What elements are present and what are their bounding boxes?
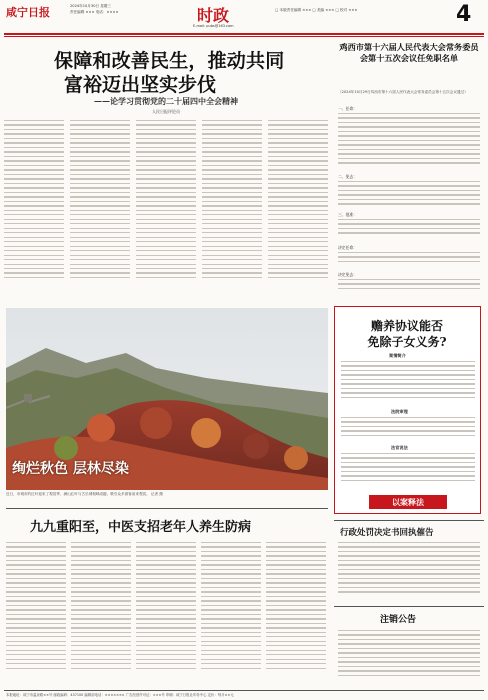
lead-body-col-3 <box>136 120 196 300</box>
feature-court-text <box>341 417 475 442</box>
lead-body-col-5 <box>268 120 328 300</box>
photo-headline: 绚烂秋色 层林尽染 <box>12 461 129 477</box>
feature-tag-judge: 法官说法 <box>391 445 408 450</box>
meeting-section-2: 二、免去： <box>338 174 357 179</box>
feature-footer-banner <box>369 495 447 509</box>
feature-tag-case: 案情简介 <box>389 353 406 358</box>
masthead-rule-thin <box>4 36 484 37</box>
lead-body-col-2 <box>70 120 130 300</box>
lead-article <box>4 40 329 305</box>
footer-text: 本报地址：咸宁市温泉路××号 邮政编码：437100 编辑部电话：××××××× 广告经营许可证：×××号 印刷：咸宁日报社印务中心 定价：每月××元 <box>6 693 234 697</box>
bottom-article <box>6 508 328 688</box>
meeting-section-5: 决定免去： <box>338 272 357 277</box>
meeting-list-2 <box>338 181 480 211</box>
photo-caption <box>6 492 328 504</box>
bottom-col-2 <box>71 542 131 687</box>
notice-admin-body <box>338 542 480 602</box>
meeting-notice-intro: （2024年10月29日鸡西市第十六届人民代表大会常务委员会第十五次会议通过） <box>338 90 468 94</box>
notice-admin-title: 行政处罚决定书回执催告 <box>340 528 434 538</box>
lead-title-line1: 保障和改善民生，推动共同 <box>54 50 285 72</box>
bottom-rule <box>6 508 328 509</box>
meeting-list-4 <box>338 252 480 272</box>
editor-info: □ 本版责任编辑 ××× □ 美编 ××× □ 校对 ××× <box>275 8 358 12</box>
section-email: E-mail: pubs@163.com <box>193 24 234 28</box>
lead-byline: 人民日报评论员 <box>152 109 180 114</box>
lead-title-line2: 富裕迈出坚实步伐 <box>64 74 217 96</box>
feature-box <box>334 306 481 514</box>
autumn-photo <box>6 308 328 490</box>
bottom-col-5 <box>266 542 326 687</box>
page-footer <box>4 690 484 700</box>
feature-case-text <box>341 361 475 406</box>
notice-cancel-body <box>338 630 480 686</box>
meeting-notice-title: 鸡西市第十六届人民代表大会常务委员会第十五次会议任免职名单 <box>339 42 479 63</box>
page-number: 4 <box>456 2 472 27</box>
notice-admin-rule <box>334 520 484 521</box>
meeting-list-5 <box>338 279 480 299</box>
masthead-rule <box>4 33 484 35</box>
meeting-list-3 <box>338 219 480 244</box>
feature-title-line1: 赡养协议能否 <box>370 319 443 333</box>
feature-tag-court: 法院审理 <box>391 409 408 414</box>
date-line: 2024年10月30日 星期三 <box>70 4 111 8</box>
footer-rule <box>4 690 484 691</box>
notice-cancel-rule <box>334 606 484 607</box>
notice-cancel-title: 注销公告 <box>380 615 417 625</box>
section-title: 时政 <box>197 6 230 25</box>
bottom-col-3 <box>136 542 196 687</box>
lead-subtitle: ——论学习贯彻党的二十届四中全会精神 <box>94 96 238 106</box>
feature-title-line2: 免除子女义务? <box>367 335 447 349</box>
meeting-section-3: 三、批准： <box>338 212 357 217</box>
feature-footer-label: 以案释法 <box>392 497 424 507</box>
bottom-article-title: 九九重阳至，中医支招老年人养生防病 <box>30 520 252 535</box>
notice-cancel <box>334 606 484 688</box>
photo-caption-text: 近日，市城市的红叶迎来了观赏季，满山红叶与古长城相映成趣，吸引众多游客前来观赏。 <box>6 492 150 496</box>
meeting-section-1: 一、任命： <box>338 106 357 111</box>
notice-admin <box>334 520 484 604</box>
bottom-col-4 <box>201 542 261 687</box>
lead-body-col-4 <box>202 120 262 300</box>
lead-body-col-1 <box>4 120 64 300</box>
newspaper-logo: 咸宁日报 <box>6 6 50 19</box>
meeting-notice <box>334 40 484 300</box>
meeting-list-1 <box>338 113 480 173</box>
feature-judge-text <box>341 453 475 491</box>
meeting-section-4: 决定任命： <box>338 245 357 250</box>
masthead <box>0 0 488 40</box>
photo-credit: 记者 摄 <box>150 492 163 496</box>
bottom-col-1 <box>6 542 66 687</box>
editor-line: 责任编辑 ××× 电话：×××× <box>70 10 119 14</box>
